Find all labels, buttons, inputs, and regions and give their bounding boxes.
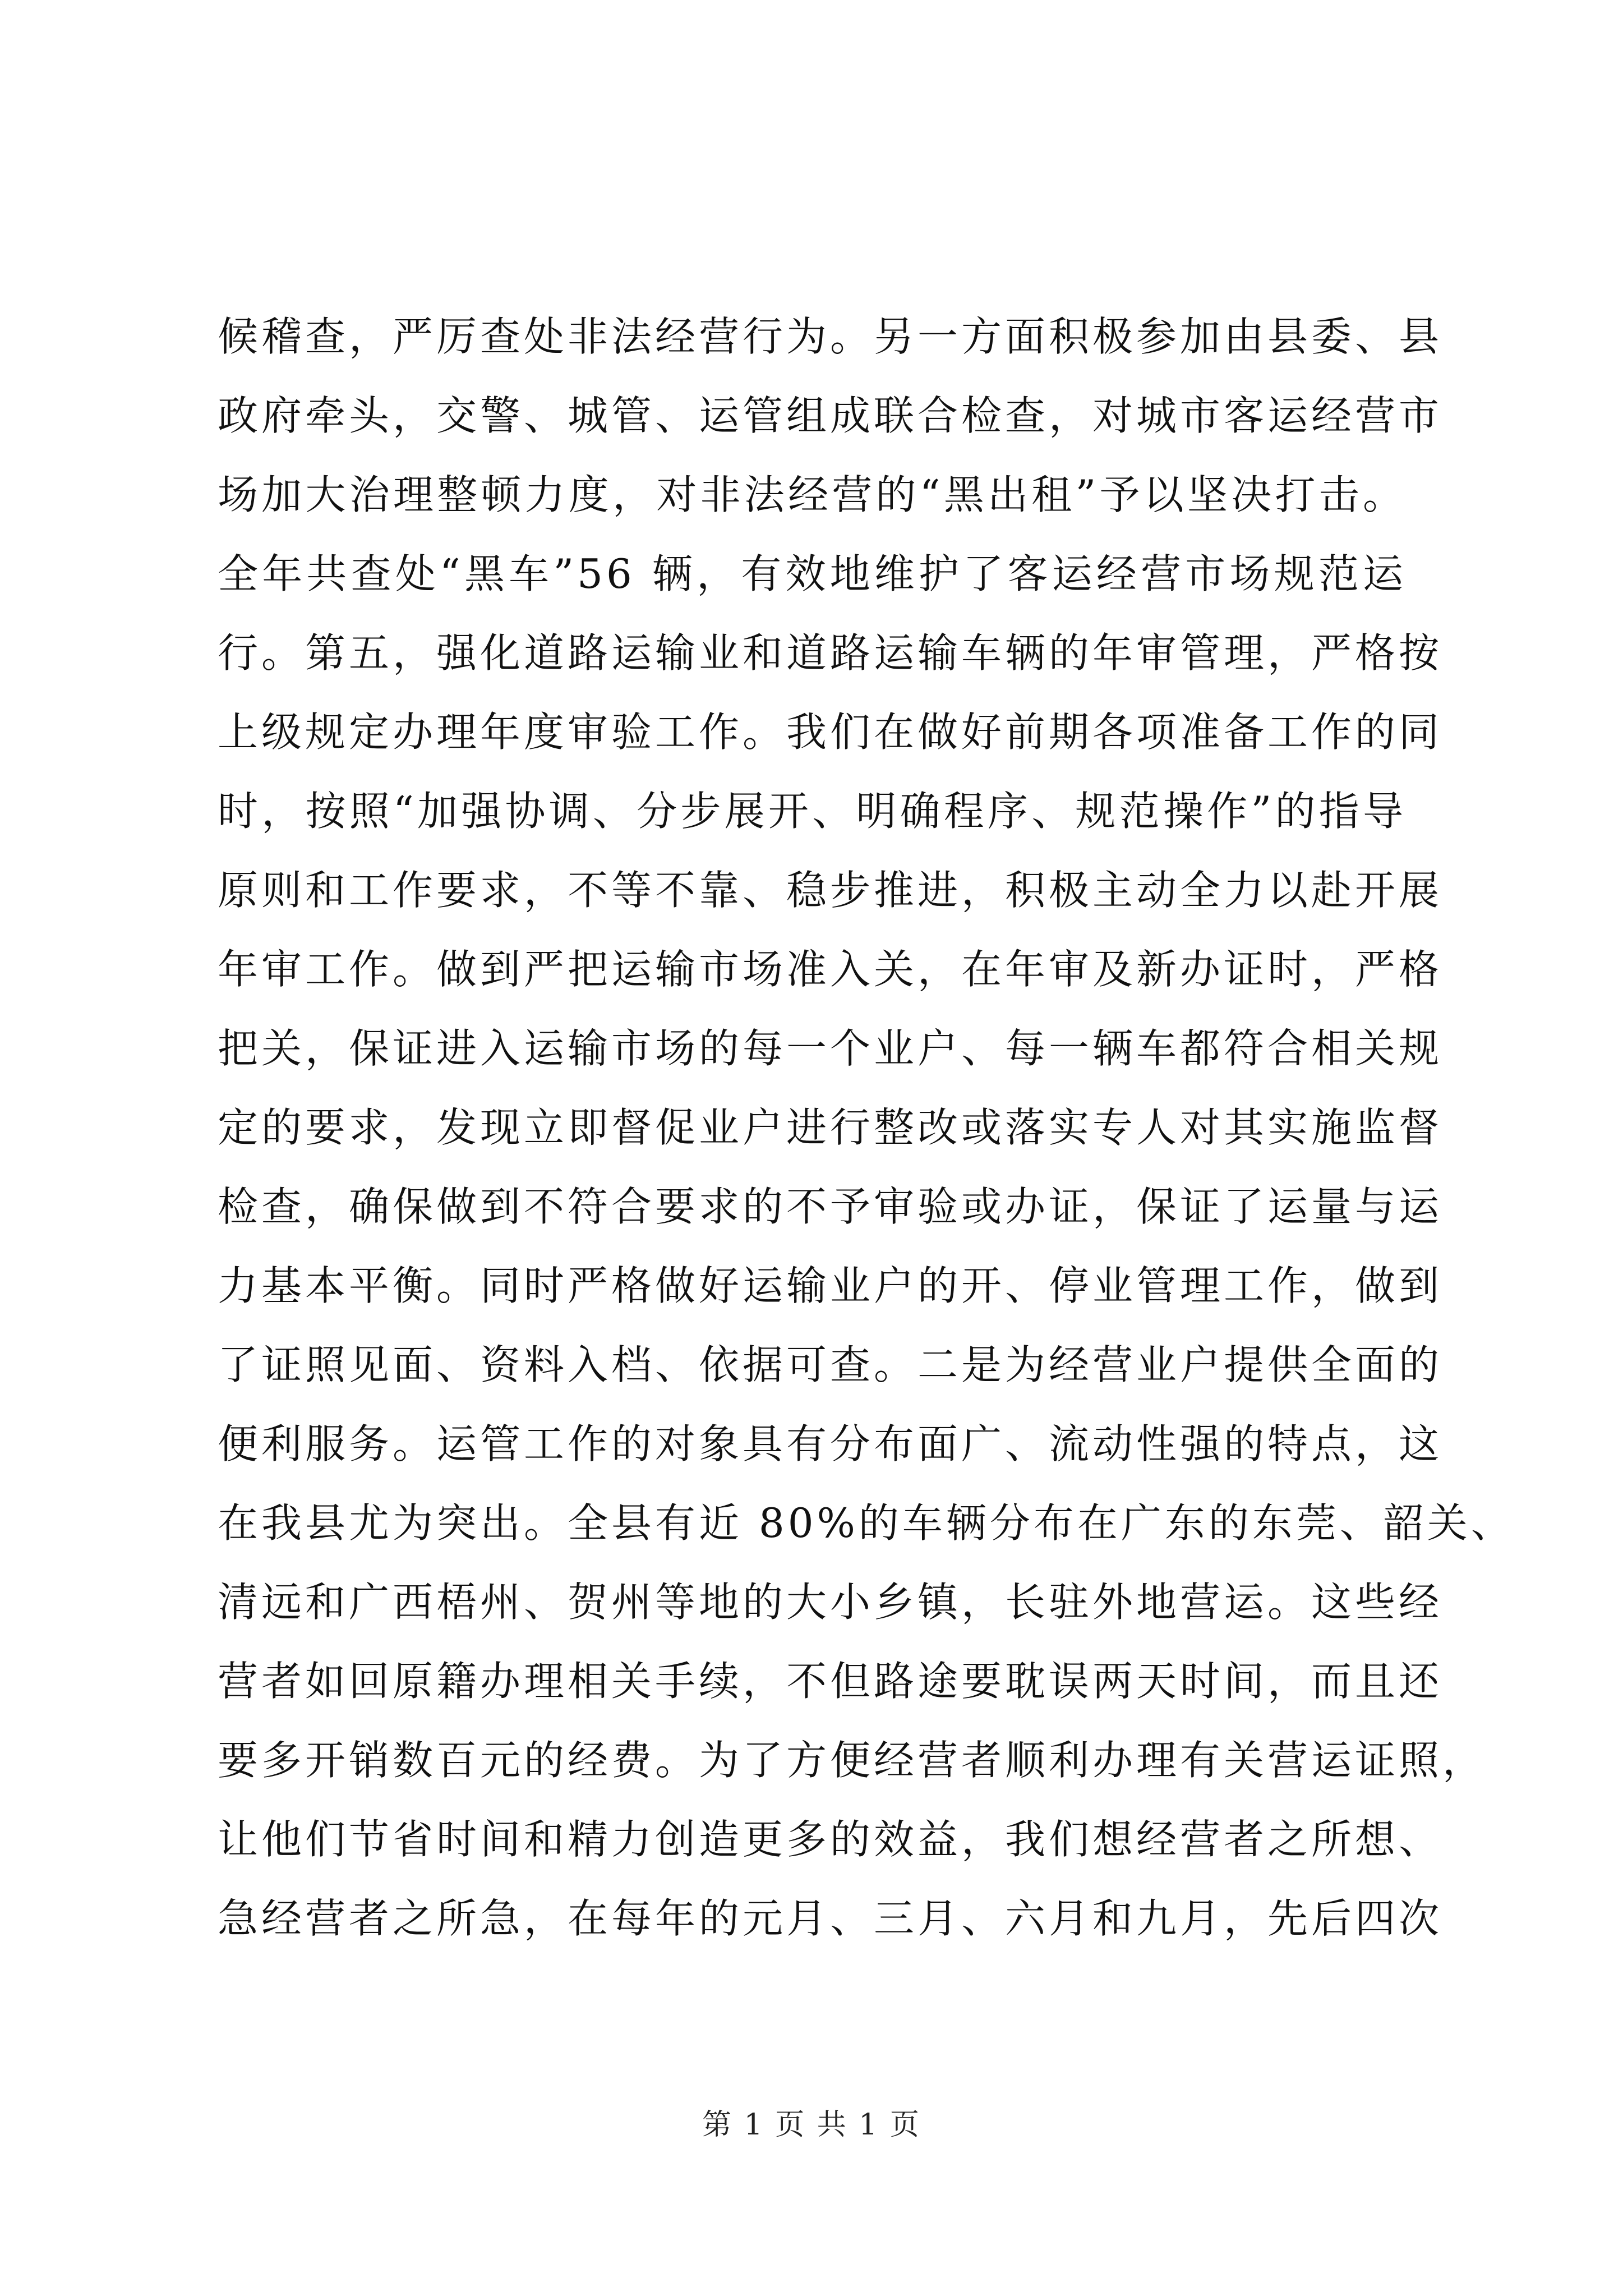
text-line: 上级规定办理年度审验工作。我们在做好前期各项准备工作的同 xyxy=(218,708,1443,756)
text-line: 检查，确保做到不符合要求的不予审验或办证，保证了运量与运 xyxy=(218,1183,1443,1230)
text-line: 全年共查处“黑车”56 辆，有效地维护了客运经营市场规范运 xyxy=(218,550,1407,597)
text-line: 急经营者之所急，在每年的元月、三月、六月和九月，先后四次 xyxy=(218,1895,1443,1942)
text-line: 场加大治理整顿力度，对非法经营的“黑出租”予以坚决打击。 xyxy=(218,471,1407,518)
text-line: 力基本平衡。同时严格做好运输业户的开、停业管理工作，做到 xyxy=(218,1262,1443,1309)
text-line: 候稽查，严厉查处非法经营行为。另一方面积极参加由县委、县 xyxy=(218,313,1443,360)
text-line: 定的要求，发现立即督促业户进行整改或落实专人对其实施监督 xyxy=(218,1104,1443,1151)
text-line: 年审工作。做到严把运输市场准入关，在年审及新办证时，严格 xyxy=(218,946,1443,993)
text-line: 行。第五，强化道路运输业和道路运输车辆的年审管理，严格按 xyxy=(218,629,1443,677)
text-line: 原则和工作要求，不等不靠、稳步推进，积极主动全力以赴开展 xyxy=(218,867,1443,914)
text-line: 把关，保证进入运输市场的每一个业户、每一辆车都符合相关规 xyxy=(218,1025,1443,1072)
text-line: 营者如回原籍办理相关手续，不但路途要耽误两天时间，而且还 xyxy=(218,1658,1443,1705)
text-line: 便利服务。运管工作的对象具有分布面广、流动性强的特点，这 xyxy=(218,1420,1443,1467)
page-number-footer: 第 1 页 共 1 页 xyxy=(702,2108,921,2142)
text-line: 在我县尤为突出。全县有近 80%的车辆分布在广东的东莞、韶关、 xyxy=(218,1499,1515,1547)
text-line: 了证照见面、资料入档、依据可查。二是为经营业户提供全面的 xyxy=(218,1341,1443,1388)
text-line: 清远和广西梧州、贺州等地的大小乡镇，长驻外地营运。这些经 xyxy=(218,1579,1443,1626)
body-text xyxy=(218,297,1515,1958)
text-line: 要多开销数百元的经费。为了方便经营者顺利办理有关营运证照， xyxy=(218,1737,1487,1784)
text-line: 让他们节省时间和精力创造更多的效益，我们想经营者之所想、 xyxy=(218,1816,1443,1863)
text-line: 时，按照“加强协调、分步展开、明确程序、规范操作”的指导 xyxy=(218,788,1407,835)
text-line: 政府牵头，交警、城管、运管组成联合检查，对城市客运经营市 xyxy=(218,392,1443,439)
